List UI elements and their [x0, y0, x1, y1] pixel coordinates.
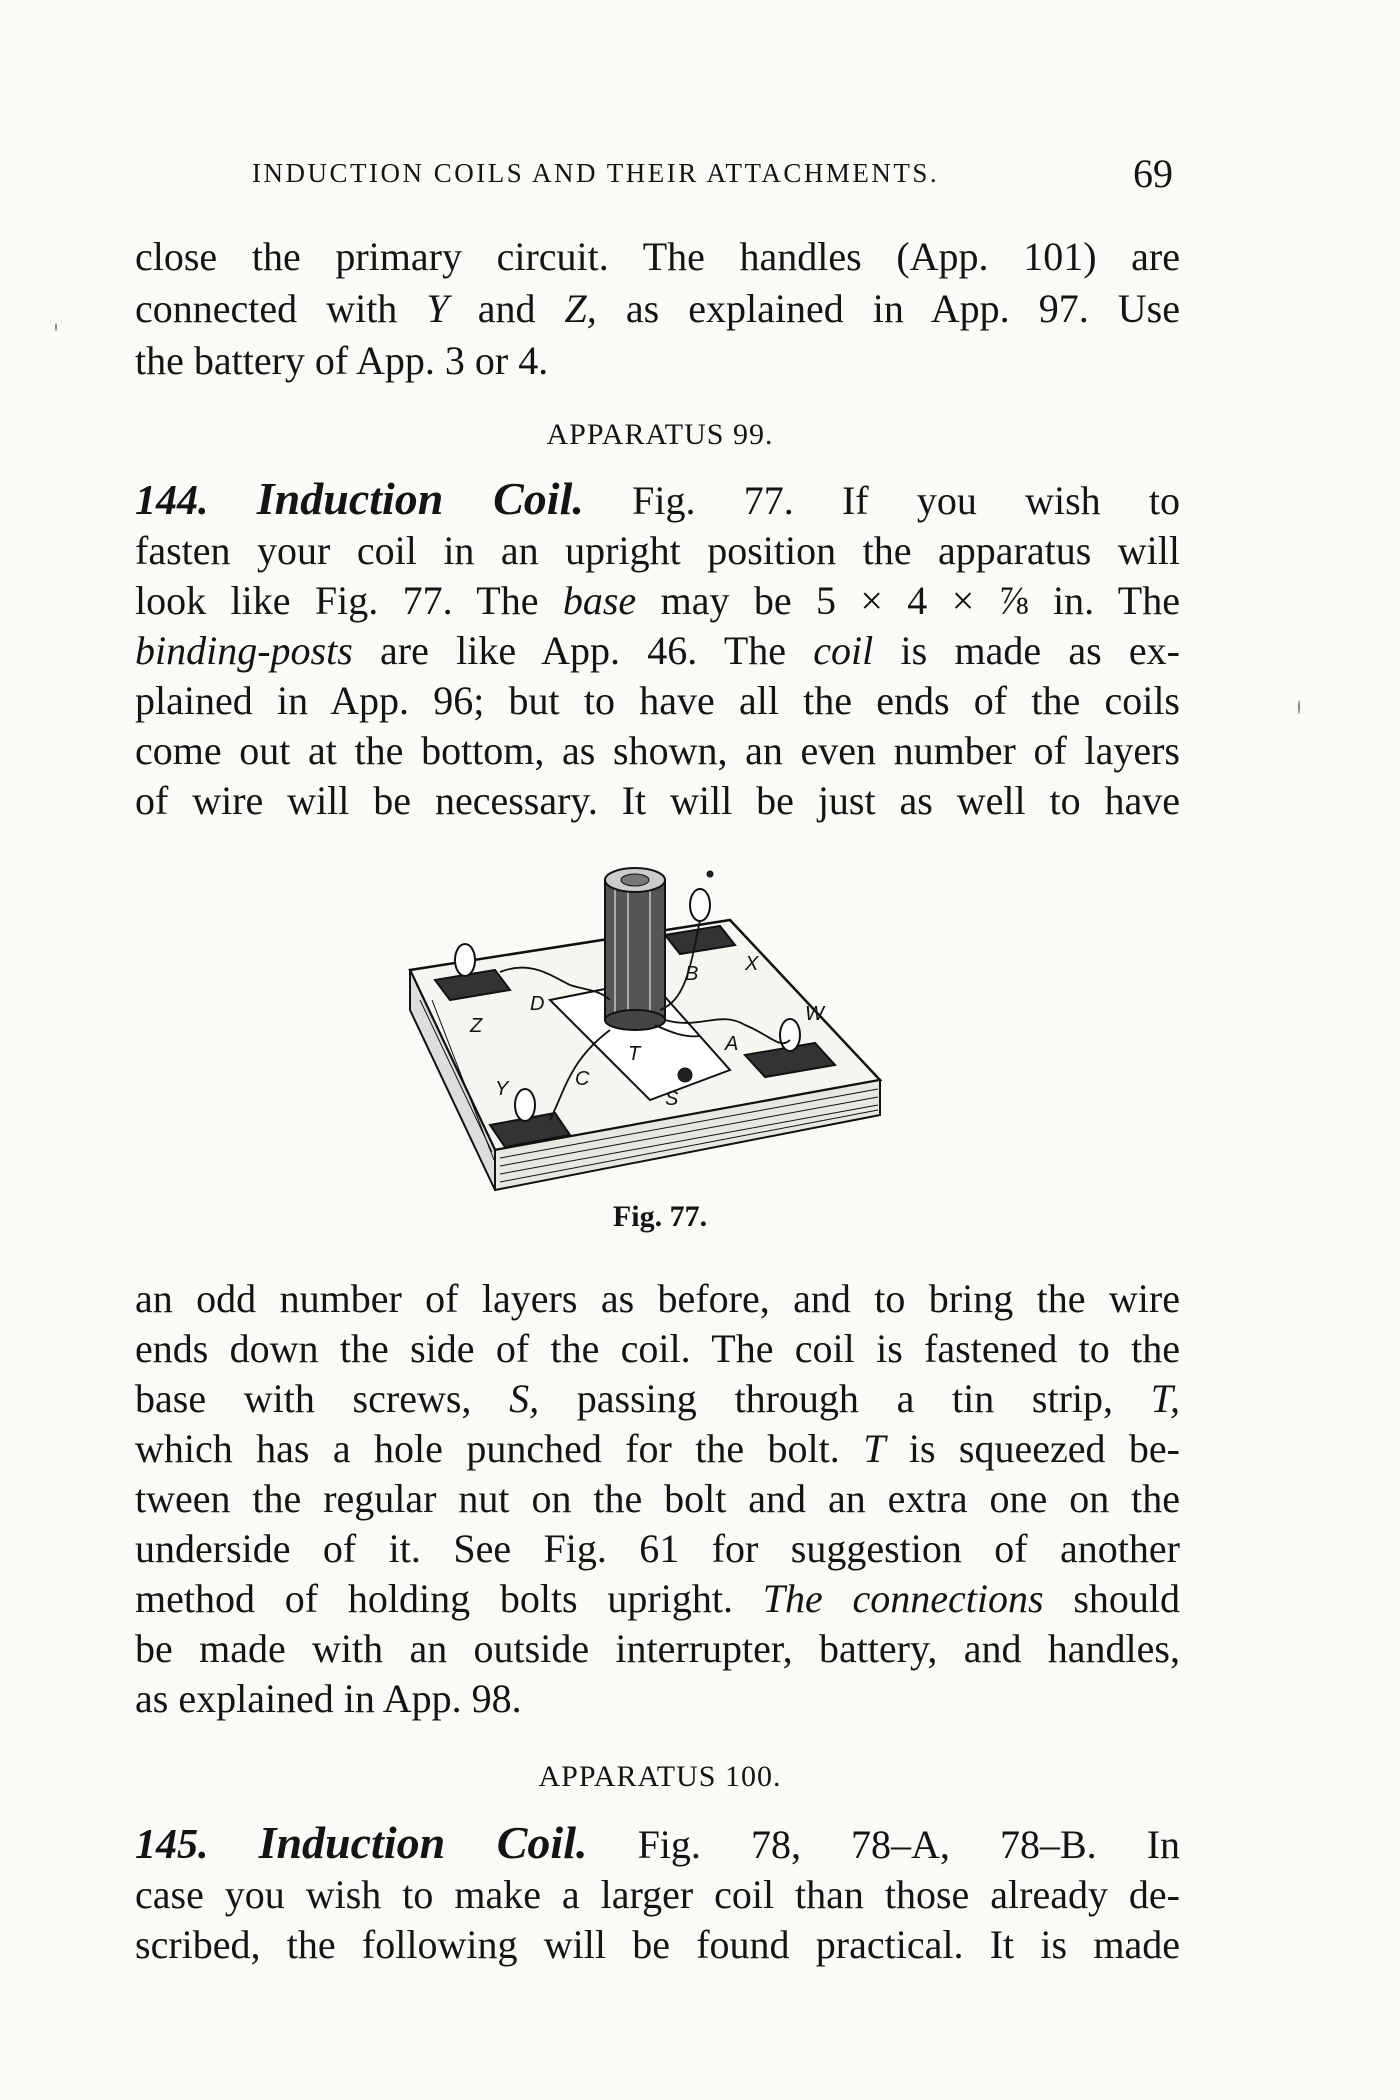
text-line: as explained in App. 98. [135, 1676, 522, 1721]
text-line: case you wish to make a larger coil than those already de- [135, 1872, 1180, 1917]
label-x: X [745, 953, 759, 975]
text-line: fasten your coil in an upright position the apparatus will [135, 528, 1180, 573]
label-y: Y [495, 1078, 509, 1100]
section-number: 145. [135, 1822, 209, 1868]
label-a: A [725, 1033, 739, 1055]
induction-coil-figure [400, 860, 920, 1200]
scan-speck [1298, 700, 1300, 714]
text-line: underside of it. See Fig. 61 for suggestion of another [135, 1526, 1180, 1571]
text-line: method of holding bolts upright. The connections should [135, 1576, 1180, 1621]
text-line: the battery of App. 3 or 4. [135, 338, 549, 383]
label-w: W [805, 1003, 824, 1025]
label-c: C [575, 1068, 590, 1090]
text-line: ends down the side of the coil. The coil is fastened to the [135, 1326, 1180, 1371]
figure-caption: Fig. 77. [612, 1200, 708, 1233]
text-line: which has a hole punched for the bolt. T is squeezed be- [135, 1426, 1180, 1471]
section-heading: APPARATUS 100. [538, 1760, 782, 1793]
text-line: look like Fig. 77. The base may be 5 × 4 × ⅞ in. The [135, 578, 1180, 623]
text-line: come out at the bottom, as shown, an even number of layers [135, 728, 1180, 773]
text-line: close the primary circuit. The handles (App. 101) are [135, 234, 1180, 279]
section-title: Induction Coil. [258, 1817, 588, 1868]
text-line: plained in App. 96; but to have all the ends of the coils [135, 678, 1180, 723]
text-line: scribed, the following will be found practical. It is made [135, 1922, 1180, 1967]
text-line: of wire will be necessary. It will be just as well to have [135, 778, 1180, 823]
label-d: D [530, 993, 545, 1015]
label-t: T [628, 1043, 641, 1065]
scan-speck [55, 323, 57, 331]
label-b: B [685, 963, 699, 985]
section-number: 144. [135, 478, 209, 524]
page-number: 69 [1133, 151, 1173, 196]
text-line: tween the regular nut on the bolt and an extra one on the [135, 1476, 1180, 1521]
screw-s [678, 1068, 692, 1082]
text-line: base with screws, S, passing through a tin strip, T, [135, 1376, 1180, 1421]
section-title: Induction Coil. [256, 473, 584, 524]
section-title-line: 144. Induction Coil. Fig. 77. If you wish to [135, 473, 1181, 524]
label-z: Z [470, 1015, 483, 1037]
running-head: INDUCTION COILS AND THEIR ATTACHMENTS. [252, 158, 940, 188]
text-line: be made with an outside interrupter, battery, and handles, [135, 1626, 1180, 1671]
text-line: connected with Y and Z, as explained in App. 97. Use [135, 286, 1180, 331]
text-line: an odd number of layers as before, and to bring the wire [135, 1276, 1180, 1321]
section-heading: APPARATUS 99. [546, 418, 774, 451]
section-title-line: 145. Induction Coil. Fig. 78, 78–A, 78–B. In [135, 1817, 1181, 1868]
label-s: S [665, 1088, 679, 1110]
text-line: binding-posts are like App. 46. The coil is made as ex- [135, 628, 1181, 673]
